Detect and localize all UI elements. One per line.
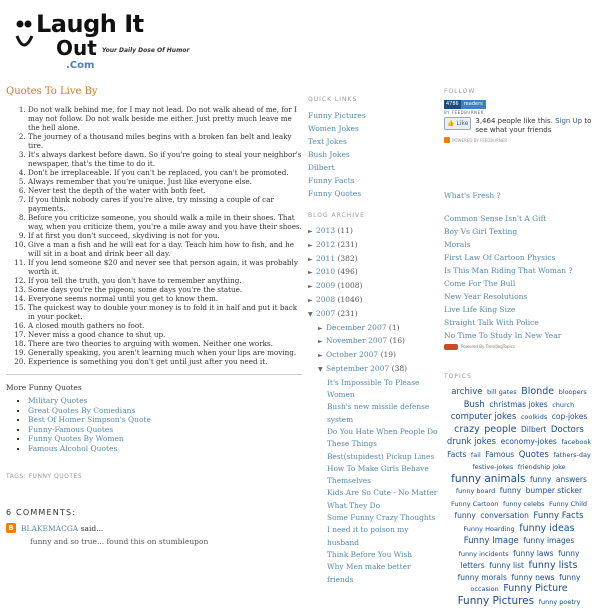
quote-list: [6, 105, 302, 366]
archive-year-count: (496): [337, 267, 358, 277]
quick-link[interactable]: Women Jokes: [308, 124, 359, 133]
site-logo[interactable]: [14, 10, 190, 72]
facebook-like-box: [444, 117, 594, 134]
topic-tag-link[interactable]: bloopers: [558, 388, 587, 396]
archive-post-link[interactable]: It's Impossible To Please Women: [327, 377, 420, 400]
expand-right-icon[interactable]: ►: [318, 324, 323, 332]
powered-text: POWERED BY FEEDBURNER: [452, 137, 508, 143]
quote-item: 20. Experience is something you don't get until just after you need it.: [28, 357, 302, 366]
archive-year-link[interactable]: 2007: [316, 308, 336, 318]
logo-text-com: .Com: [66, 60, 95, 71]
archive-year-link[interactable]: 2008: [316, 294, 336, 304]
topic-tag-link[interactable]: bumper sticker: [525, 486, 583, 495]
fresh-link[interactable]: Morals: [444, 240, 471, 249]
expand-right-icon[interactable]: ►: [308, 283, 313, 291]
quote-item: 14. Everyone seems normal until you get to know them.: [28, 294, 302, 303]
more-quotes-link[interactable]: Best Of Homer Simpson's Quote: [28, 415, 151, 424]
topic-tag-link[interactable]: facebook: [561, 438, 592, 446]
topic-tag-link[interactable]: funny poetry: [538, 597, 581, 606]
archive-month-link[interactable]: October 2007: [326, 350, 379, 360]
topic-tag-link[interactable]: letters: [460, 561, 485, 570]
post-tags: [6, 473, 302, 480]
readers-label: readers: [461, 100, 486, 109]
quote-item: 2. The journey of a thousand miles begins with a broken fan belt and leaky tire.: [28, 132, 302, 150]
topic-tag-link[interactable]: funny: [558, 548, 580, 558]
quote-item: 12. If you tell the truth, you don't have to remember anything.: [28, 276, 302, 285]
topic-tag-link[interactable]: funny: [529, 474, 552, 484]
feedburner-icon: [444, 137, 450, 143]
topic-tag-link[interactable]: funny list: [489, 561, 524, 570]
topic-tag-link[interactable]: friendship joke: [517, 463, 566, 471]
quick-link[interactable]: Bush Jokes: [308, 150, 350, 159]
topic-tag-link[interactable]: bill gates: [487, 388, 517, 396]
archive-years: [308, 225, 438, 322]
archive-year-link[interactable]: 2011: [316, 253, 336, 263]
more-quotes-link[interactable]: Funny Quotes By Women: [28, 434, 124, 443]
signup-rest: to see what your friends: [475, 117, 592, 134]
expand-right-icon[interactable]: ►: [308, 296, 313, 304]
fresh-link[interactable]: Come For The Bull: [444, 279, 516, 288]
post-column: [6, 86, 302, 546]
archive-year-count: (1008): [337, 281, 363, 291]
archive-month-count: (16): [389, 336, 405, 346]
topic-tag-link[interactable]: Funny Child: [548, 499, 588, 508]
archive-post-link[interactable]: How To Make Girls Behave Themselves: [327, 463, 429, 486]
topic-tag-link[interactable]: funny laws: [513, 548, 554, 558]
archive-post-link[interactable]: Do You Hate When People Do These Things: [327, 426, 438, 449]
archive-month-link[interactable]: September 2007: [326, 363, 390, 373]
comment-said: said...: [80, 523, 104, 533]
archive-post-link[interactable]: Why Men make better friends: [327, 562, 411, 584]
quote-item: 3. It's always darkest before dawn. So if you're going to steal your neighbor's newspaper, that's the time to do it.: [28, 150, 302, 168]
follow-heading: FOLLOW: [444, 88, 476, 95]
topic-tag-link[interactable]: crazy: [454, 423, 480, 435]
archive-post-link[interactable]: Bush's new missile defense system: [327, 402, 430, 424]
post-title[interactable]: Quotes To Live By: [6, 86, 98, 97]
quote-item: 16. A closed mouth gathers no foot.: [28, 321, 302, 330]
archive-year: [308, 280, 438, 294]
topic-tag-link[interactable]: people: [484, 423, 517, 435]
quick-link[interactable]: Funny Quotes: [308, 189, 362, 198]
topic-tag-link[interactable]: funny board: [455, 487, 496, 495]
tags-label: TAGS:: [6, 473, 27, 480]
archive-month-link[interactable]: December 2007: [326, 322, 387, 332]
expand-right-icon[interactable]: ►: [308, 269, 313, 277]
tag-funny-quotes[interactable]: FUNNY QUOTES: [28, 473, 83, 480]
trending-topics-badge: [444, 344, 594, 350]
quote-item: 13. Some days you're the pigeon; some days you're the statue.: [28, 285, 302, 294]
topic-tag-link[interactable]: Funny Cartoon: [450, 499, 499, 508]
archive-year-link[interactable]: 2012: [316, 239, 336, 249]
archive-post-link[interactable]: Some Funny Crazy Thoughts: [327, 513, 436, 523]
quote-item: 8. Before you criticize someone, you should walk a mile in their shoes. That way, when you criticize them, you're a mile away and you have their shoes.: [28, 213, 302, 231]
archive-year-link[interactable]: 2009: [316, 281, 336, 291]
archive-year: [308, 239, 438, 253]
archive-year-link[interactable]: 2010: [316, 267, 336, 277]
thumbs-up-icon: 👍: [447, 120, 455, 127]
topic-tag-link[interactable]: funny news: [511, 572, 555, 582]
topic-tag-link[interactable]: funny animals: [451, 472, 526, 485]
archive-posts: [308, 377, 438, 586]
quote-item: 15. The quickest way to double your money is to fold it in half and put it back in your pocket.: [28, 303, 302, 321]
fresh-link[interactable]: No Time To Study In New Year: [444, 331, 562, 340]
expand-right-icon[interactable]: ►: [308, 241, 313, 249]
quote-item: 5. Always remember that you're unique. Just like everyone else.: [28, 177, 302, 186]
quick-link[interactable]: Funny Facts: [308, 176, 355, 185]
feed-readers-badge[interactable]: [444, 100, 496, 109]
topics-section: [444, 373, 594, 608]
more-quotes-heading: More Funny Quotes: [6, 383, 82, 392]
quote-item: 6. Never test the depth of the water with both feet.: [28, 186, 302, 195]
topic-tag-link[interactable]: fail: [470, 450, 481, 459]
archive-year-link[interactable]: 2013: [316, 226, 336, 235]
archive-month-count: (19): [380, 350, 396, 360]
more-quotes-item: [28, 444, 302, 454]
archive-month-count: (1): [388, 322, 400, 332]
more-quotes-link[interactable]: Famous Alcohol Quotes: [28, 443, 118, 453]
blogger-icon: B: [6, 523, 16, 533]
comments-heading: 6 COMMENTS:: [6, 508, 77, 517]
expand-right-icon[interactable]: ►: [318, 338, 323, 346]
whats-fresh-links: [444, 189, 594, 350]
middle-sidebar: [308, 96, 438, 586]
more-quotes-item: [28, 406, 302, 416]
topic-tag-link[interactable]: Funny Hoarding: [463, 524, 515, 533]
more-quotes-list: [6, 396, 302, 453]
tag-cloud: [444, 386, 594, 608]
like-label: Like: [456, 120, 469, 127]
expand-down-icon[interactable]: ▼: [318, 365, 323, 373]
quote-item: 9. If at first you don't succeed, skydiving is not for you.: [28, 231, 302, 240]
more-quotes-item: [28, 415, 302, 425]
smiley-face-icon: [14, 18, 34, 56]
archive-year-count: (231): [337, 308, 358, 318]
trending-topics-icon: [444, 344, 458, 350]
expand-down-icon[interactable]: ▼: [308, 310, 313, 318]
topic-tag-link[interactable]: funny ideas: [519, 522, 575, 534]
topic-tag-link[interactable]: funny: [454, 511, 476, 520]
trending-topics-text: Powered By TrendingTopics: [461, 343, 515, 349]
archive-month: [308, 335, 438, 349]
topic-tag-link[interactable]: Funny Picture: [503, 583, 568, 594]
topic-tag-link[interactable]: Funny Facts: [533, 511, 584, 521]
quote-item: 10. Give a man a fish and he will eat for a day. Teach him how to fish, and he will sit in a boat and drink beer all day.: [28, 240, 302, 258]
topic-tag-link[interactable]: funny celebs: [502, 499, 545, 508]
topic-tag-link[interactable]: christmas jokes: [489, 399, 548, 409]
fresh-link[interactable]: Common Sense Isn't A Gift: [444, 214, 547, 223]
topic-tag-link[interactable]: funny: [499, 486, 522, 495]
fresh-link[interactable]: Boy Vs Girl Texting: [444, 227, 518, 236]
quick-links-list: [308, 109, 438, 200]
logo-text-out: Out: [56, 36, 97, 60]
topic-tag-link[interactable]: archive: [451, 387, 483, 397]
topic-tag-link[interactable]: funny incidents: [458, 549, 509, 558]
topic-tag-link[interactable]: funny morals: [457, 572, 507, 582]
powered-by-feedburner: [444, 137, 594, 143]
topic-tag-link[interactable]: Facts: [447, 449, 467, 459]
fresh-link[interactable]: Live Life King Size: [444, 305, 516, 314]
topic-tag-link[interactable]: answers: [555, 474, 587, 484]
quote-item: 17. Never miss a good chance to shut up.: [28, 330, 302, 339]
quote-item: 11. If you lend someone $20 and never see that person again, it was probably worth it.: [28, 258, 302, 276]
quote-item: 4. Don't be irreplaceable. If you can't be replaced, you can't be promoted.: [28, 168, 302, 177]
quick-link[interactable]: Funny Pictures: [308, 111, 366, 120]
archive-year: [308, 266, 438, 280]
archive-post-link[interactable]: Best(stupidest) Pickup Lines: [327, 451, 435, 461]
expand-right-icon[interactable]: ►: [318, 352, 323, 360]
comment-body: funny and so true... found this on stumbleupon: [30, 537, 209, 546]
topic-tag-link[interactable]: computer jokes: [450, 412, 517, 422]
topic-tag-link[interactable]: Funny Pictures: [457, 594, 535, 607]
archive-post-link[interactable]: Think Before You Wish: [327, 549, 413, 559]
topic-tag-link[interactable]: Quotes: [518, 449, 549, 460]
archive-month: [308, 363, 438, 377]
topic-tag-link[interactable]: Doctors: [550, 424, 584, 435]
more-quotes-item: [28, 425, 302, 435]
comment-author[interactable]: [21, 524, 103, 533]
fresh-items: [444, 212, 594, 342]
topic-tag-link[interactable]: Famous: [485, 449, 515, 459]
logo-tagline: Your Daily Dose Of Humor: [102, 47, 190, 54]
archive-months: [308, 322, 438, 377]
archive-year-count: (1046): [337, 294, 363, 304]
archive-year-count: (231): [337, 239, 358, 249]
quote-item: 1. Do not walk behind me, for I may not lead. Do not walk ahead of me, for I may not follow. Do not walk beside me either. Just pretty much leave me the hell alone.: [28, 105, 302, 132]
topic-tag-link[interactable]: conversation: [480, 511, 529, 520]
expand-right-icon[interactable]: ►: [308, 228, 313, 235]
topic-tag-link[interactable]: drunk jokes: [446, 437, 497, 447]
fresh-link[interactable]: First Law Of Cartoon Physics: [444, 253, 556, 262]
topic-tag-link[interactable]: funny lists: [528, 560, 578, 571]
right-sidebar: [444, 88, 594, 608]
more-quotes-link[interactable]: Great Quotes By Comedians: [28, 405, 136, 415]
archive-year: [308, 225, 438, 239]
like-text: [475, 117, 594, 134]
fresh-link[interactable]: New Year Resolutions: [444, 292, 528, 301]
topic-tag-link[interactable]: coolkids: [520, 413, 548, 421]
more-quotes-link[interactable]: Military Quotes: [28, 396, 88, 405]
expand-right-icon[interactable]: ►: [308, 255, 313, 263]
topic-tag-link[interactable]: funny: [559, 572, 581, 582]
archive-month: [308, 349, 438, 363]
archive-year-count: (382): [337, 253, 358, 263]
quick-links-heading: QUICK LINKS: [308, 96, 358, 103]
facebook-like-button[interactable]: [444, 117, 471, 130]
signup-link[interactable]: Sign Up: [555, 117, 583, 125]
archive-year: [308, 308, 438, 322]
quote-item: 7. If you think nobody cares if you're alive, try missing a couple of car payments.: [28, 195, 302, 213]
topic-tag-link[interactable]: Dilbert: [521, 424, 547, 434]
readers-count: 4786: [446, 101, 459, 107]
blog-archive-heading: BLOG ARCHIVE: [308, 212, 365, 219]
topic-tag-link[interactable]: cop-jokes: [551, 412, 588, 421]
topic-tag-link[interactable]: Blonde: [521, 386, 555, 397]
archive-month: [308, 322, 438, 336]
like-count-text: 3,464 people like this.: [475, 117, 553, 125]
topic-tag-link[interactable]: Funny Image: [463, 536, 519, 546]
feedburner-label: BY FEEDBURNER: [444, 110, 484, 115]
more-quotes-item: [28, 396, 302, 406]
fresh-link[interactable]: Is This Man Riding That Woman ?: [444, 266, 573, 275]
archive-post-link[interactable]: I need it to poison my husband: [327, 525, 409, 547]
archive-month-count: (38): [391, 363, 408, 373]
more-quotes-link[interactable]: Funny-Famous Quotes: [28, 424, 114, 434]
logo-text-laugh-it: Laugh It: [36, 10, 144, 38]
archive-post-link[interactable]: Kids Are So Cute - No Matter What They Do: [327, 488, 438, 510]
archive-year: [308, 294, 438, 308]
archive-year: [308, 253, 438, 267]
archive-month-link[interactable]: November 2007: [326, 336, 388, 346]
topic-tag-link[interactable]: festive-jokes: [472, 463, 514, 471]
quote-item: 19. Generally speaking, you aren't learning much when your lips are moving.: [28, 348, 302, 357]
topic-tag-link[interactable]: occasion: [470, 585, 499, 593]
topic-tag-link[interactable]: Bush: [463, 399, 485, 410]
quick-link[interactable]: Dilbert: [308, 163, 335, 172]
topics-heading: TOPICS: [444, 373, 472, 380]
blog-archive: [308, 212, 438, 586]
topic-tag-link[interactable]: church: [552, 400, 575, 409]
post-divider: [6, 374, 302, 375]
archive-year-count: (11): [337, 226, 353, 235]
comment: [6, 523, 302, 533]
fresh-link[interactable]: Straight Talk With Police: [444, 318, 539, 327]
topic-tag-link[interactable]: funny images: [523, 536, 575, 545]
comment-author-link[interactable]: BLAKEMACGA: [21, 523, 79, 533]
more-quotes-item: [28, 434, 302, 444]
quote-item: 18. There are two theories to arguing with women. Neither one works.: [28, 339, 302, 348]
topic-tag-link[interactable]: fathers-day: [553, 450, 591, 459]
quick-link[interactable]: Text Jokes: [308, 137, 347, 146]
topic-tag-link[interactable]: economy-jokes: [500, 437, 557, 446]
whats-fresh-link[interactable]: What's Fresh ?: [444, 191, 501, 200]
